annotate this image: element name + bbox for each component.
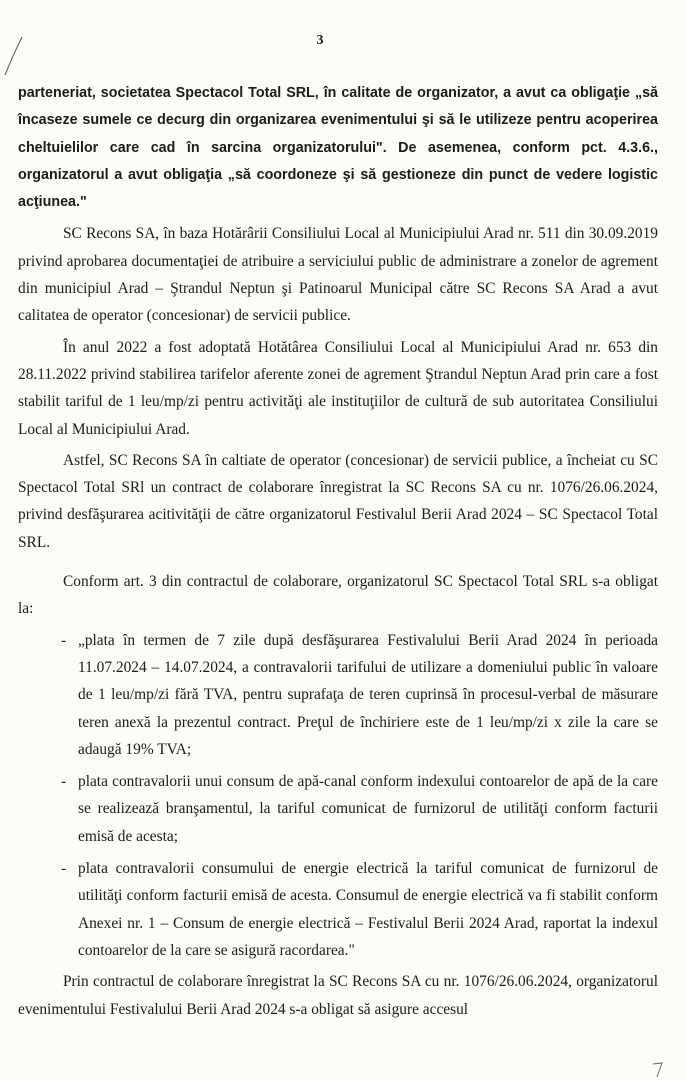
list-dash: -: [61, 773, 67, 791]
paragraph-access-obligation: Prin contractul de colaborare înregistrat la SC Recons SA cu nr. 1076/26.06.2024, organizatorul evenimentului Festivalului Berii Arad 2024 s-a obligat să asigure accesul: [18, 973, 658, 1018]
paragraph-hcl-653-tariff: În anul 2022 a fost adoptată Hotătârea Consiliului Local al Municipiului Arad nr. 653 din 28.11.2022 privind stabilirea tarifelor aferente zonei de agrement Ştrandul Neptun Arad prin care a fost stabilit tariful de 1 leu/mp/zi pentru activităţi ale instituţiilor de cultură de sub autoritatea Consiliului Local al Municipiului Arad.: [18, 338, 658, 438]
list-dash: -: [61, 631, 67, 649]
document-body: [18, 80, 658, 1023]
obligations-list: [18, 627, 658, 965]
paragraph-collaboration-contract: Astfel, SC Recons SA în caltiate de operator (concesionar) de servicii publice, a încheiat cu SC Spectacol Total SRl un contract de colaborare înregistrat la SC Recons SA cu nr. 1076/26.06.2024, privind desfăşurarea acitivităţii de către organizatorul Festivalul Berii Arad 2024 – SC Spectacol Total SRL.: [18, 451, 658, 551]
obligation-item-water-consumption: [18, 768, 658, 850]
paragraph-art3-obligations: Conform art. 3 din contractul de colaborare, organizatorul SC Spectacol Total SRL s-a obligat la:: [18, 573, 658, 618]
obligation-text: plata contravalorii unui consum de apă-canal conform indexului contoarelor de apă de la care se realizează branşamentul, la tariful comunicat de furnizorul de utilităţi conform facturii emisă de acesta;: [78, 773, 658, 845]
page-number: 3: [316, 33, 324, 48]
pen-mark-bottom-right: [650, 1060, 666, 1078]
obligation-item-public-domain-fee: [18, 627, 658, 763]
obligation-text: „plata în termen de 7 zile după desfăşurarea Festivalului Berii Arad 2024 în perioada 11.07.2024 – 14.07.2024, a contravalorii tarifului de utilizare a domeniului public în valoare de 1 leu/mp/zi fără TVA, pentru suprafaţa de teren cuprinsă în procesul-verbal de măsurare teren anexă la prezentul contract. Preţul de închiriere este de 1 leu/mp/zi x zile la care se adaugă 19% TVA;: [78, 631, 658, 758]
obligation-text: plata contravalorii consumului de energie electrică la tariful comunicat de furnizorul de utilităţi conform facturii emisă de acesta. Consumul de energie electrică va fi stabilit conform Anexei nr. 1 – Consum de energie electrică – Festivalul Berii 2024 Arad, raportat la indexul contoarelor de la care se asigură racordarea.": [78, 860, 658, 959]
paragraph-partnership: parteneriat, societatea Spectacol Total SRL, în calitate de organizator, a avut ca obligaţie „să încaseze sumele ce decurg din organizarea evenimentului şi să le utilizeze pentru acoperirea cheltuielilor care cad în sarcina organizatorului". De asemenea, conform pct. 4.3.6., organizatorul a avut obligaţia „să coordoneze şi să gestioneze din punct de vedere logistic acţiunea.": [18, 85, 658, 211]
obligation-item-electricity-consumption: [18, 855, 658, 964]
paragraph-recons-hcl-511: SC Recons SA, în baza Hotărârii Consiliului Local al Municipiului Arad nr. 511 din 30.09.2019 privind aprobarea documentaţiei de atribuire a serviciului public de administrare a zonelor de agrement din municipiul Arad – Ştrandul Neptun şi Patinoarul Municipal către SC Recons SA Arad a avut calitatea de operator (concesionar) de servicii publice.: [18, 225, 658, 325]
list-dash: -: [61, 860, 67, 878]
